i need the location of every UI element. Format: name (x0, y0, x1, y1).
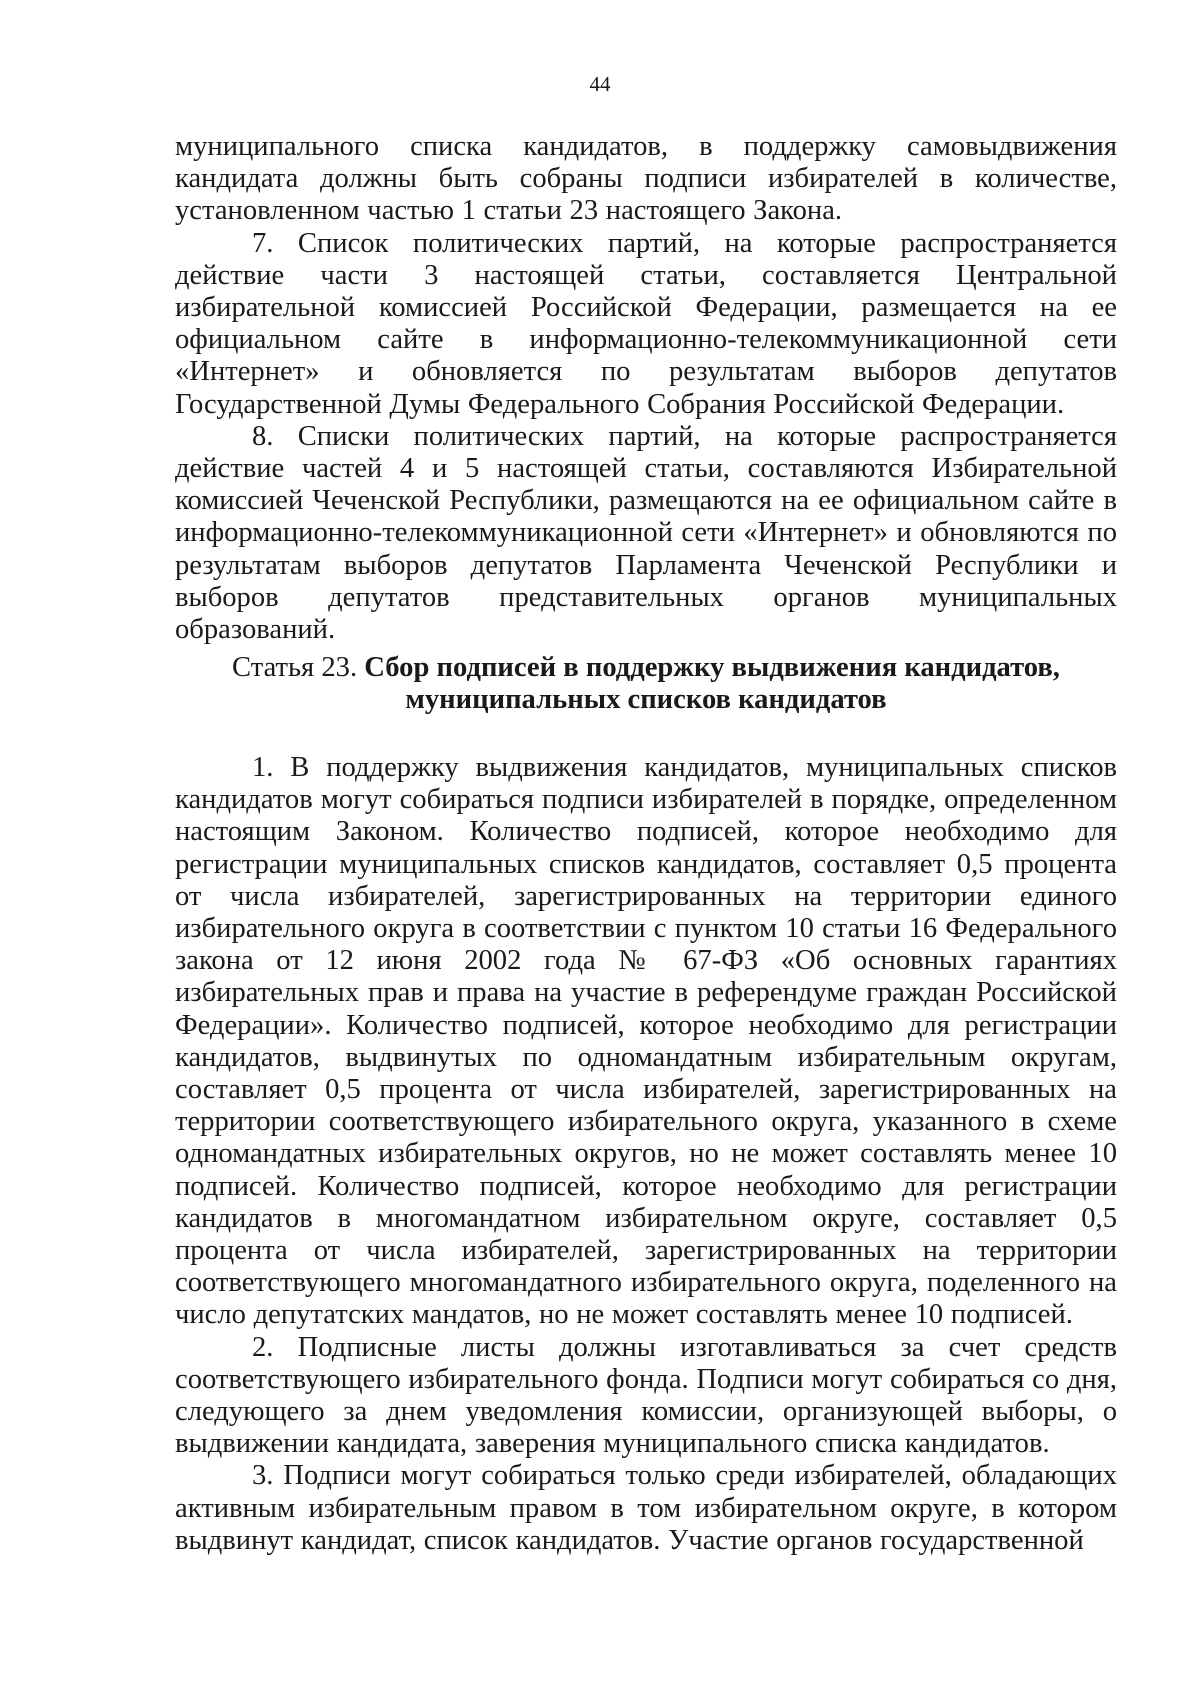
article-heading (175, 652, 1117, 716)
paragraph-item-1: 1. В поддержку выдвижения кандидатов, муниципальных списков кандидатов могут собираться подписи избирателей в порядке, определенном настоящим Законом. Количество подписей, которое необходимо для регистрации муниципальных списков кандидатов, составляет 0,5 процента от числа избирателей, зарегистрированных на территории единого избирательного округа в соответствии с пунктом 10 статьи 16 Федерального закона от 12 июня 2002 года № 67-ФЗ «Об основных гарантиях избирательных прав и права на участие в референдуме граждан Российской Федерации». Количество подписей, которое необходимо для регистрации кандидатов, выдвинутых по одномандатным избирательным округам, составляет 0,5 процента от числа избирателей, зарегистрированных на территории соответствующего избирательного округа, указанного в схеме одномандатных избирательных округов, но не может составлять менее 10 подписей. Количество подписей, которое необходимо для регистрации кандидатов в многомандатном избирательном округе, составляет 0,5 процента от числа избирателей, зарегистрированных на территории соответствующего многомандатного избирательного округа, поделенного на число депутатских мандатов, но не может составлять менее 10 подписей. (175, 752, 1117, 1331)
paragraph-item-7: 7. Список политических партий, на которые распространяется действие части 3 настоящей статьи, составляется Центральной избирательной комиссией Российской Федерации, размещается на ее официальном сайте в информационно-телекоммуникационной сети «Интернет» и обновляется по результатам выборов депутатов Государственной Думы Федерального Собрания Российской Федерации. (175, 227, 1117, 420)
paragraph-continuation: муниципального списка кандидатов, в поддержку самовыдвижения кандидата должны быть собраны подписи избирателей в количестве, установленном частью 1 статьи 23 настоящего Закона. (175, 131, 1117, 227)
article-title: Сбор подписей в поддержку выдвижения кандидатов, муниципальных списков кандидатов (364, 652, 1060, 716)
page-number: 44 (589, 72, 611, 96)
article-body (175, 752, 1117, 1557)
paragraph-item-8: 8. Списки политических партий, на которые распространяется действие частей 4 и 5 настоящей статьи, составляются Избирательной комиссией Чеченской Республики, размещаются на ее официальном сайте в информационно-телекоммуникационной сети «Интернет» и обновляются по результатам выборов депутатов Парламента Чеченской Республики и выборов депутатов представительных органов муниципальных образований. (175, 420, 1117, 646)
paragraph-item-2: 2. Подписные листы должны изготавливаться за счет средств соответствующего избирательного фонда. Подписи могут собираться со дня, следующего за днем уведомления комиссии, организующей выборы, о выдвижении кандидата, заверения муниципального списка кандидатов. (175, 1331, 1117, 1460)
paragraph-item-3: 3. Подписи могут собираться только среди избирателей, обладающих активным избирательным правом в том избирательном округе, в котором выдвинут кандидат, список кандидатов. Участие органов государственной (175, 1460, 1117, 1556)
article-number: Статья 23. (232, 652, 358, 683)
top-text-block (175, 131, 1117, 646)
